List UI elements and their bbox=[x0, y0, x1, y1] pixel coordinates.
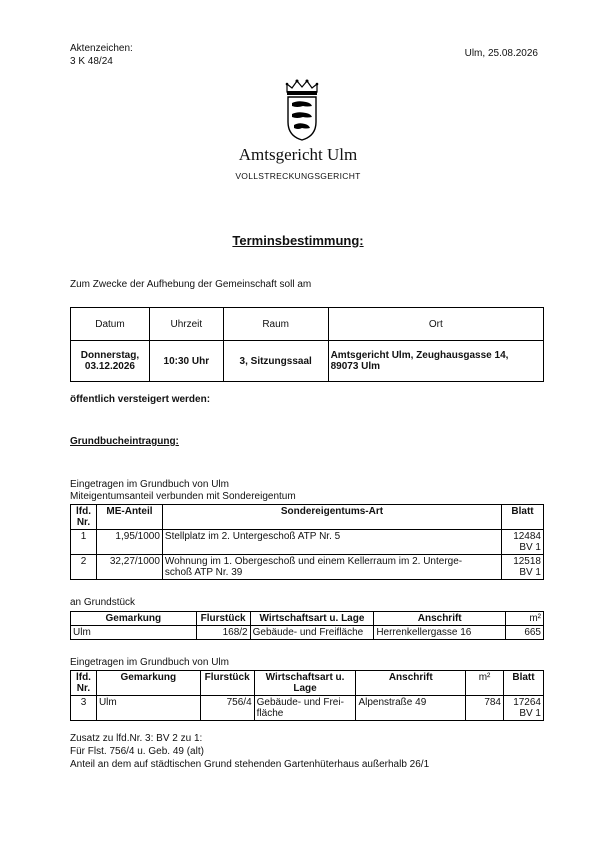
header-lfd-nr bbox=[71, 671, 97, 696]
header-wirtschaftsart bbox=[254, 671, 356, 696]
note-line-3: Anteil an dem auf städtischen Grund stehenden Gartenhüterhaus außerhalb 26/1 bbox=[70, 759, 430, 770]
cell-m2: 665 bbox=[506, 626, 544, 640]
wa-line-1: Gebäude- und Frei- bbox=[256, 697, 344, 708]
block2-line1: Eingetragen im Grundbuch von Ulm bbox=[70, 657, 229, 668]
block1-line2: Miteigentumsanteil verbunden mit Sondereigentum bbox=[70, 491, 296, 502]
nr-label: Nr. bbox=[76, 683, 91, 694]
header-anschrift: Anschrift bbox=[374, 612, 506, 626]
table-row bbox=[71, 626, 544, 640]
cell-flurstueck: 168/2 bbox=[196, 626, 250, 640]
header-blatt: Blatt bbox=[502, 505, 544, 530]
wa-line-2: fläche bbox=[256, 708, 284, 719]
grundstueck-table bbox=[70, 611, 544, 640]
art-line-1: Wohnung im 1. Obergeschoß und einem Kellerraum im 2. Unterge- bbox=[164, 556, 463, 567]
aktenzeichen-value: 3 K 48/24 bbox=[70, 56, 113, 67]
termin-raum: 3, Sitzungssaal bbox=[223, 341, 328, 382]
datum-line-2: 03.12.2026 bbox=[84, 361, 135, 372]
row-nr: 2 bbox=[71, 555, 97, 580]
block1-line1: Eingetragen im Grundbuch von Ulm bbox=[70, 479, 229, 490]
row-me-anteil: 32,27/1000 bbox=[96, 555, 162, 580]
grundbuch2-header-row bbox=[71, 671, 544, 696]
court-department: VOLLSTRECKUNGSGERICHT bbox=[235, 171, 361, 181]
blatt-number: 17264 bbox=[513, 697, 541, 708]
header-datum: Datum bbox=[71, 308, 150, 341]
header-anschrift: Anschrift bbox=[356, 671, 466, 696]
header-gemarkung: Gemarkung bbox=[96, 671, 200, 696]
termin-uhrzeit: 10:30 Uhr bbox=[149, 341, 223, 382]
header-me-anteil: ME-Anteil bbox=[96, 505, 162, 530]
row-blatt bbox=[502, 555, 544, 580]
termin-datum bbox=[71, 341, 150, 382]
court-name: Amtsgericht Ulm bbox=[238, 145, 358, 164]
table-row bbox=[71, 530, 544, 555]
termin-header-row bbox=[71, 308, 544, 341]
header-m2: m² bbox=[506, 612, 544, 626]
row-gemarkung: Ulm bbox=[96, 696, 200, 721]
sondereigentum-table bbox=[70, 504, 544, 580]
blatt-bv: BV 1 bbox=[519, 542, 541, 553]
document-heading: Terminsbestimmung: bbox=[232, 233, 364, 248]
row-anschrift: Alpenstraße 49 bbox=[356, 696, 466, 721]
ort-line-2: 89073 Ulm bbox=[330, 361, 381, 372]
termin-value-row bbox=[71, 341, 544, 382]
blatt-bv: BV 1 bbox=[519, 567, 541, 578]
art-line-1: Stellplatz im 2. Untergeschoß ATP Nr. 5 bbox=[164, 531, 341, 542]
header-blatt: Blatt bbox=[504, 671, 544, 696]
row-blatt bbox=[504, 696, 544, 721]
ort-line-1: Amtsgericht Ulm, Zeughausgasse 14, bbox=[330, 350, 509, 361]
note-line-1: Zusatz zu lfd.Nr. 3: BV 2 zu 1: bbox=[70, 733, 203, 744]
header-gemarkung: Gemarkung bbox=[71, 612, 197, 626]
wa-line-2: Lage bbox=[293, 683, 317, 694]
header-wirtschaftsart: Wirtschaftsart u. Lage bbox=[250, 612, 374, 626]
table-row bbox=[71, 555, 544, 580]
art-line-2: schoß ATP Nr. 39 bbox=[164, 567, 243, 578]
blatt-number: 12484 bbox=[513, 531, 541, 542]
row-m2: 784 bbox=[466, 696, 504, 721]
blatt-number: 12518 bbox=[513, 556, 541, 567]
grundbuch-table-2 bbox=[70, 670, 544, 721]
table-row bbox=[71, 696, 544, 721]
aktenzeichen-label: Aktenzeichen: bbox=[70, 43, 133, 54]
lfd-label: lfd. bbox=[75, 506, 91, 517]
header-sondereigentums-art: Sondereigentums-Art bbox=[162, 505, 501, 530]
row-art bbox=[162, 555, 501, 580]
note-line-2: Für Flst. 756/4 u. Geb. 49 (alt) bbox=[70, 746, 204, 757]
row-nr: 3 bbox=[71, 696, 97, 721]
place-date: Ulm, 25.08.2026 bbox=[464, 48, 538, 59]
row-wirtschaftsart bbox=[254, 696, 356, 721]
header-raum: Raum bbox=[223, 308, 328, 341]
nr-label: Nr. bbox=[76, 517, 91, 528]
coat-of-arms-icon bbox=[281, 78, 323, 142]
row-nr: 1 bbox=[71, 530, 97, 555]
row-blatt bbox=[502, 530, 544, 555]
grundstueck-label: an Grundstück bbox=[70, 597, 136, 608]
aktenzeichen-block bbox=[70, 42, 133, 68]
cell-gemarkung: Ulm bbox=[71, 626, 197, 640]
row-flurstueck: 756/4 bbox=[200, 696, 254, 721]
header-ort: Ort bbox=[328, 308, 543, 341]
termin-ort bbox=[328, 341, 543, 382]
datum-line-1: Donnerstag, bbox=[80, 350, 140, 361]
intro-text: Zum Zwecke der Aufhebung der Gemeinschaft soll am bbox=[70, 279, 312, 290]
grundbuch-heading: Grundbucheintragung: bbox=[70, 436, 179, 447]
versteigert-text: öffentlich versteigert werden: bbox=[70, 394, 211, 405]
cell-anschrift: Herrenkellergasse 16 bbox=[374, 626, 506, 640]
row-me-anteil: 1,95/1000 bbox=[96, 530, 162, 555]
blatt-bv: BV 1 bbox=[519, 708, 541, 719]
wa-line-1: Wirtschaftsart u. bbox=[265, 672, 345, 683]
header-flurstueck: Flurstück bbox=[196, 612, 250, 626]
sondereigentum-header-row bbox=[71, 505, 544, 530]
termin-table bbox=[70, 307, 544, 382]
grundstueck-header-row bbox=[71, 612, 544, 626]
lfd-label: lfd. bbox=[75, 672, 91, 683]
header-uhrzeit: Uhrzeit bbox=[149, 308, 223, 341]
header-flurstueck: Flurstück bbox=[200, 671, 254, 696]
row-art bbox=[162, 530, 501, 555]
cell-wirtschaftsart: Gebäude- und Freifläche bbox=[250, 626, 374, 640]
header-lfd-nr bbox=[71, 505, 97, 530]
header-m2: m² bbox=[466, 671, 504, 696]
